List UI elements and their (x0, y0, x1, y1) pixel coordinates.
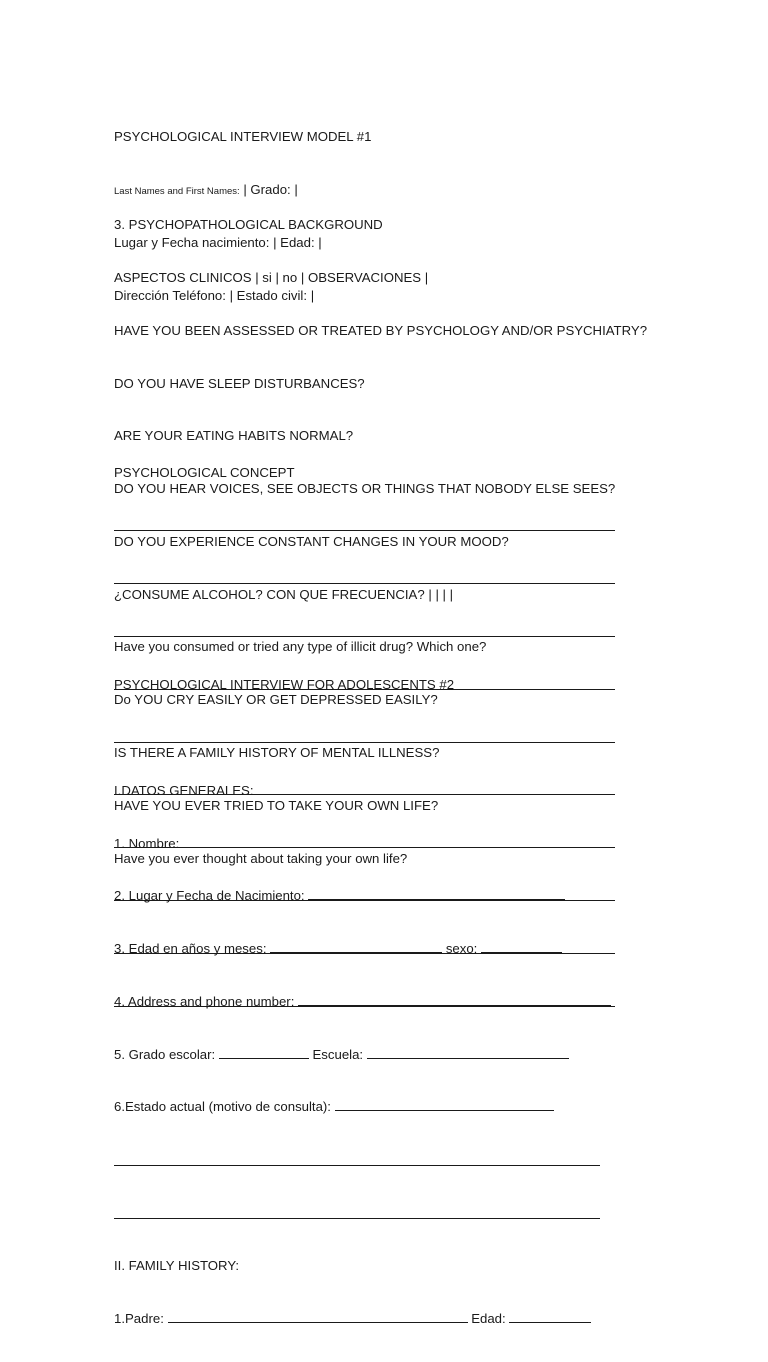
escuela-field[interactable] (367, 1046, 569, 1059)
nombre-label: 1. Nombre: (114, 835, 180, 851)
sexo-label: sexo: (445, 941, 478, 957)
names-label: Last Names and First Names: (114, 185, 240, 197)
interview-2 (114, 641, 611, 1362)
background-heading: 3. PSYCHOPATHOLOGICAL BACKGROUND (114, 217, 383, 233)
question-item: Do YOU CRY EASILY OR GET DEPRESSED EASILY? (114, 692, 438, 708)
estado-continuation-line[interactable] (114, 1151, 611, 1169)
escuela-label: Escuela: (312, 1046, 364, 1062)
estado-field[interactable] (335, 1098, 554, 1111)
edad-row (114, 940, 611, 958)
names-rest: | Grado: | (239, 181, 298, 197)
padre-edad-label: Edad: (471, 1310, 506, 1326)
concept-answer-line[interactable] (114, 623, 615, 641)
grado-label: 5. Grado escolar: (114, 1046, 216, 1062)
padre-field[interactable] (168, 1310, 468, 1323)
question-item: Have you ever thought about taking your own life? (114, 850, 408, 866)
address-line: Dirección Teléfono: | Estado civil: | (114, 287, 315, 303)
grado-field[interactable] (219, 1046, 309, 1059)
interview-1-title: PSYCHOLOGICAL INTERVIEW MODEL #1 (114, 129, 372, 145)
estado-continuation-line[interactable] (114, 1204, 611, 1222)
question-item: DO YOU HAVE SLEEP DISTURBANCES? (114, 375, 365, 391)
concept-heading: PSYCHOLOGICAL CONCEPT (114, 465, 295, 481)
address-label: 4. Address and phone number: (114, 993, 295, 1009)
estado-label: 6.Estado actual (motivo de consulta): (114, 1099, 331, 1115)
birth-line: Lugar y Fecha nacimiento: | Edad: | (114, 234, 322, 250)
question-item: HAVE YOU EVER TRIED TO TAKE YOUR OWN LIFE? (114, 797, 439, 813)
sexo-field[interactable] (481, 940, 562, 953)
question-item: HAVE YOU BEEN ASSESSED OR TREATED BY PSYCHOLOGY AND/OR PSYCHIATRY? (114, 322, 648, 338)
address-row (114, 993, 611, 1011)
grado-row (114, 1046, 611, 1064)
question-item: ¿CONSUME ALCOHOL? CON QUE FRECUENCIA? | | | | (114, 586, 454, 602)
question-item: DO YOU EXPERIENCE CONSTANT CHANGES IN YOUR MOOD? (114, 533, 509, 549)
concept-answer-line[interactable] (114, 517, 615, 535)
nombre-field[interactable] (183, 835, 595, 848)
question-item: IS THERE A FAMILY HISTORY OF MENTAL ILLNESS? (114, 745, 440, 760)
lugar-label: 2. Lugar y Fecha de Nacimiento: (114, 888, 305, 904)
background-columns: ASPECTOS CLINICOS | si | no | OBSERVACIONES | (114, 269, 429, 285)
nombre-row (114, 835, 611, 853)
question-item: Have you consumed or tried any type of illicit drug? Which one? (114, 639, 487, 655)
lugar-field[interactable] (308, 887, 565, 900)
padre-row (114, 1310, 611, 1328)
padre-edad-field[interactable] (509, 1310, 591, 1323)
address-field[interactable] (298, 993, 611, 1006)
section-datos-generales: I.DATOS GENERALES: (114, 782, 254, 798)
section-family-history: II. FAMILY HISTORY: (114, 1257, 240, 1273)
padre-label: 1.Padre: (114, 1310, 164, 1326)
interview-2-title: PSYCHOLOGICAL INTERVIEW FOR ADOLESCENTS #2 (114, 677, 455, 693)
edad-field[interactable] (270, 940, 442, 953)
question-item: DO YOU HEAR VOICES, SEE OBJECTS OR THINGS THAT NOBODY ELSE SEES? (114, 481, 616, 497)
concept-answer-line[interactable] (114, 570, 615, 588)
edad-label: 3. Edad en años y meses: (114, 941, 267, 957)
estado-row (114, 1098, 611, 1116)
lugar-row (114, 887, 611, 905)
question-item: ARE YOUR EATING HABITS NORMAL? (114, 428, 354, 444)
